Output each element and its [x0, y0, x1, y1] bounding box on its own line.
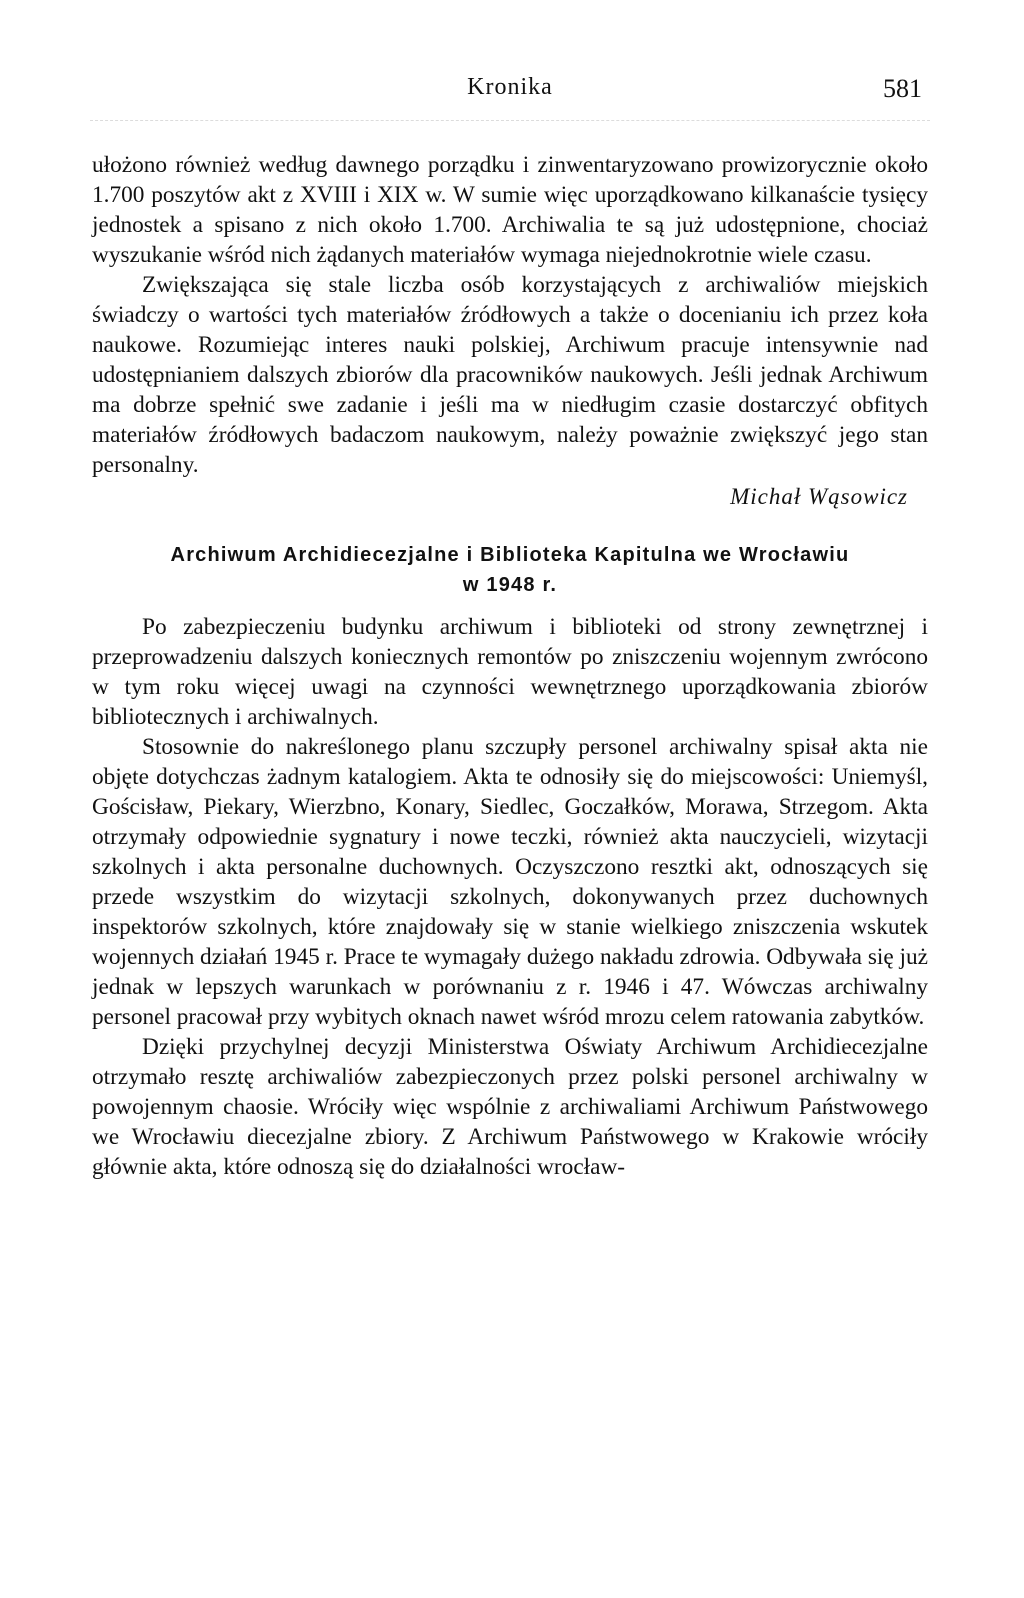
article1-paragraph-2: Zwiększająca się stale liczba osób korzystających z archiwaliów miejskich świadczy o wartości tych materiałów źródłowych a także o docenianiu ich przez koła naukowe. Rozumiejąc interes nauki polskiej, Archiwum pracuje intensywnie nad udostępnianiem dalszych zbiorów dla pracowników naukowych. Jeśli jednak Archiwum ma dobrze spełnić swe zadanie i jeśli ma w niedługim czasie dostarczyć obfitych materiałów źródłowych badaczom naukowym, należy poważnie zwiększyć jego stan personalny.	[92, 272, 928, 478]
page-number: 581	[883, 74, 922, 103]
article2-paragraph-2: Stosownie do nakreślonego planu szczupły personel archiwalny spisał akta nie objęte dotychczas żadnym katalogiem. Akta te odnosiły się do miejscowości: Uniemyśl, Gościsław, Piekary, Wierzbno, Konary, Siedlec, Goczałków, Morawa, Strzegom. Akta otrzymały odpowiednie sygnatury i nowe teczki, również akta nauczycieli, wizytacji szkolnych i akta personalne duchownych. Oczyszczono resztki akt, odnoszących się przede wszystkim do wizytacji szkolnych, dokonywanych przez duchownych inspektorów szkolnych, które znajdowały się w stanie wielkiego zniszczenia wskutek wojennych działań 1945 r. Prace te wymagały dużego nakładu zdrowia. Odbywała się już jednak w lepszych warunkach w porównaniu z r. 1946 i 47. Wówczas archiwalny personel pracował przy wybitych oknach nawet wśród mrozu celem ratowania zabytków.	[92, 734, 928, 1030]
article2-paragraph-1: Po zabezpieczeniu budynku archiwum i biblioteki od strony zewnętrznej i przeprowadzeniu dalszych koniecznych remontów po zniszczeniu wojennym zwrócono w tym roku więcej uwagi na czynności wewnętrznego uporządkowania zbiorów bibliotecznych i archiwalnych.	[92, 614, 928, 730]
page-header	[90, 74, 930, 114]
running-title: Kronika	[467, 74, 553, 100]
author-signature: Michał Wąsowicz	[730, 484, 908, 509]
section-heading	[92, 540, 928, 600]
article1-paragraph-1: ułożono również według dawnego porządku i zinwentaryzowano prowizorycznie około 1.700 poszytów akt z XVIII i XIX w. W sumie więc uporządkowano kilkanaście tysięcy jednostek a spisano z nich około 1.700. Archiwalia te są już udostępnione, chociaż wyszukanie wśród nich żądanych materiałów wymaga niejednokrotnie wiele czasu.	[92, 152, 928, 268]
page-body	[92, 150, 928, 1182]
spacer	[92, 600, 928, 612]
header-divider	[90, 120, 930, 121]
article2-paragraph-3: Dzięki przychylnej decyzji Ministerstwa Oświaty Archiwum Archidiecezjalne otrzymało resztę archiwaliów zabezpieczonych przez polski personel archiwalny w powojennym chaosie. Wróciły więc wspólnie z archiwaliami Archiwum Państwowego we Wrocławiu diecezjalne zbiory. Z Archiwum Państwowego w Krakowie wróciły głównie akta, które odnoszą się do działalności wrocław-	[92, 1034, 928, 1180]
section-heading-line-1: Archiwum Archidiecezjalne i Biblioteka Kapitulna we Wrocławiu	[170, 544, 850, 566]
section-heading-line-2: w 1948 r.	[462, 574, 558, 596]
